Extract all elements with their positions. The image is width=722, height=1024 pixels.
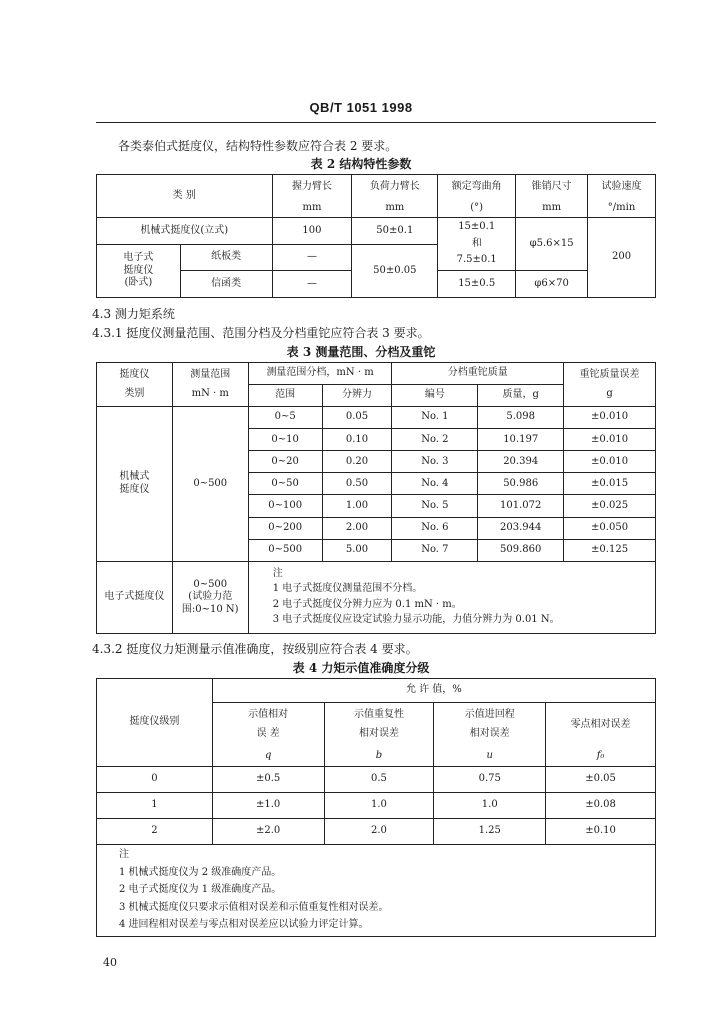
- t4-u: 0.75: [434, 767, 546, 793]
- t4-f: ±0.10: [546, 819, 656, 845]
- t4-h-u-2: 相对误差: [469, 727, 510, 739]
- t3-h-err-1: 重铊质量误差: [579, 369, 640, 381]
- t3-no: No. 3: [392, 451, 478, 473]
- t3-h-weight: 分档重铊质量: [392, 363, 564, 385]
- t3-no: No. 7: [392, 539, 478, 561]
- t3-note-item: 2 电子式挺度仪分辨力应为 0.1 mN · m。: [272, 598, 462, 610]
- t3-no: No. 5: [392, 495, 478, 517]
- table2-caption: 表 2 结构特性参数: [310, 157, 412, 171]
- intro-text: 各类泰伯式挺度仪，结构特性参数应符合表 2 要求。: [118, 139, 398, 153]
- t3-e-range-2: (试验力范: [188, 591, 233, 603]
- t4-q: ±2.0: [212, 819, 324, 845]
- t2-angle-cell: [438, 218, 516, 271]
- t4-s-b: b: [324, 747, 434, 767]
- section-4-3-1: 4.3.1 挺度仪测量范围、范围分档及分档重铊应符合表 3 要求。: [92, 326, 430, 340]
- t4-b: 0.5: [324, 767, 434, 793]
- t4-cls: 0: [97, 767, 213, 793]
- t2-e-board: 纸板类: [180, 244, 272, 271]
- t2-e-letter-arm: —: [272, 271, 352, 298]
- t4-h-u: [434, 703, 546, 747]
- t3-res: 5.00: [322, 539, 392, 561]
- t3-err: ±0.010: [564, 451, 656, 473]
- t2-u-load: mm: [352, 199, 438, 217]
- t2-u-arm: mm: [272, 199, 352, 217]
- t3-h-type-2: 类别: [124, 387, 145, 399]
- t3-e-range-1: 0~500: [193, 578, 228, 590]
- t3-h-type: [97, 363, 173, 407]
- t4-h-b-2: 相对误差: [358, 727, 399, 739]
- t4-s-q: q: [212, 747, 324, 767]
- t3-err: ±0.015: [564, 473, 656, 495]
- table4: [96, 678, 656, 937]
- t4-h-allow: 允 许 值，%: [212, 679, 655, 703]
- t3-h-range-1: 测量范围: [190, 369, 231, 381]
- t3-sh-mass: 质量，g: [478, 385, 564, 407]
- t3-sh-res: 分辨力: [322, 385, 392, 407]
- t3-e-range: [172, 561, 248, 633]
- t2-h-speed: 试验速度: [588, 175, 656, 200]
- table3: [96, 362, 656, 634]
- t3-mech-name-1: 机械式: [119, 471, 150, 483]
- t2-h-angle: 额定弯曲角: [438, 175, 516, 200]
- t2-e-letter-cone: φ6×70: [516, 271, 588, 298]
- t4-note-item: 4 进回程相对误差与零点相对误差应以试验力评定计算。: [119, 919, 369, 931]
- t4-q: ±1.0: [212, 793, 324, 819]
- t4-note-label: 注: [119, 849, 129, 861]
- t2-e-name: [97, 244, 181, 297]
- t4-h-q-1: 示值相对: [248, 709, 289, 721]
- t4-b: 2.0: [324, 819, 434, 845]
- t2-e-name-1: 电子式: [123, 252, 154, 264]
- t2-angle-b: 7.5±0.1: [456, 254, 497, 266]
- t2-mech-cone: φ5.6×15: [516, 218, 588, 271]
- t2-e-board-arm: —: [272, 244, 352, 271]
- page-number: 40: [103, 956, 117, 969]
- t3-note-item: 3 电子式挺度仪应设定试验力显示功能，力值分辨力为 0.01 N。: [272, 614, 560, 626]
- section-4-3-2: 4.3.2 挺度仪力矩测量示值准确度，按级别应符合表 4 要求。: [92, 642, 418, 656]
- t4-h-b-1: 示值重复性: [353, 709, 404, 721]
- t3-e-notes: [248, 561, 655, 633]
- t3-res: 0.10: [322, 429, 392, 451]
- t2-e-letter: 信函类: [180, 271, 272, 298]
- t3-err: ±0.010: [564, 429, 656, 451]
- table3-caption: 表 3 测量范围、分档及重铊: [286, 345, 436, 359]
- t3-mech-name-2: 挺度仪: [119, 483, 150, 495]
- t3-sh-range: 范围: [248, 385, 322, 407]
- t3-range: 0~200: [248, 517, 322, 539]
- t2-h-cone: 锥销尺寸: [516, 175, 588, 200]
- t2-h-load-arm: 负荷力臂长: [352, 175, 438, 200]
- t3-mass: 101.072: [478, 495, 564, 517]
- t3-no: No. 1: [392, 407, 478, 429]
- t4-f: ±0.08: [546, 793, 656, 819]
- t2-e-name-2: 挺度仪: [123, 264, 154, 276]
- t2-mech-load: 50±0.1: [352, 218, 438, 245]
- t3-sh-no: 编号: [392, 385, 478, 407]
- t3-e-name: 电子式挺度仪: [97, 561, 173, 633]
- t3-h-err: [564, 363, 656, 407]
- t2-h-category: 类 别: [97, 175, 273, 218]
- t4-notes: [97, 845, 656, 937]
- t2-mech-arm: 100: [272, 218, 352, 245]
- t2-e-name-3: (卧式): [124, 277, 153, 289]
- t3-h-range: [172, 363, 248, 407]
- t4-b: 1.0: [324, 793, 434, 819]
- t2-speed: 200: [588, 218, 656, 298]
- t2-u-speed: °/min: [588, 199, 656, 217]
- t3-range: 0~10: [248, 429, 322, 451]
- t3-range: 0~5: [248, 407, 322, 429]
- t2-e-letter-angle: 15±0.5: [438, 271, 516, 298]
- t3-range: 0~500: [248, 539, 322, 561]
- t3-mass: 10.197: [478, 429, 564, 451]
- t3-h-err-2: g: [606, 387, 613, 399]
- t3-h-type-1: 挺度仪: [119, 369, 150, 381]
- t3-h-range-2: mN · m: [191, 387, 229, 399]
- t4-f: ±0.05: [546, 767, 656, 793]
- t4-h-class: 挺度仪级别: [97, 679, 213, 767]
- t3-e-range-3: 围:0~10 N): [181, 603, 239, 615]
- t3-mass: 50.986: [478, 473, 564, 495]
- t3-res: 0.20: [322, 451, 392, 473]
- t4-s-u: u: [434, 747, 546, 767]
- t3-mech-name: [97, 407, 173, 562]
- t3-mass: 5.098: [478, 407, 564, 429]
- t3-range: 0~100: [248, 495, 322, 517]
- section-4-3: 4.3 测力矩系统: [92, 307, 175, 321]
- table4-caption: 表 4 力矩示值准确度分级: [292, 661, 430, 675]
- t3-mech-range: 0~500: [172, 407, 248, 562]
- t4-cls: 2: [97, 819, 213, 845]
- t2-angle-a: 15±0.1: [458, 221, 496, 233]
- t4-h-f: 零点相对误差: [546, 703, 656, 747]
- t2-e-load: 50±0.05: [352, 244, 438, 297]
- t2-mech-name: 机械式挺度仪(立式): [97, 218, 273, 245]
- header-rule: [96, 122, 656, 123]
- t2-u-cone: mm: [516, 199, 588, 217]
- t3-err: ±0.125: [564, 539, 656, 561]
- t3-err: ±0.010: [564, 407, 656, 429]
- t4-note-item: 3 机械式挺度仪只要求示值相对误差和示值重复性相对误差。: [119, 901, 389, 913]
- t4-note-item: 1 机械式挺度仪为 2 级准确度产品。: [119, 866, 282, 878]
- t4-q: ±0.5: [212, 767, 324, 793]
- t3-range: 0~20: [248, 451, 322, 473]
- table2: [96, 174, 656, 298]
- t4-note-item: 2 电子式挺度仪为 1 级准确度产品。: [119, 884, 282, 896]
- t2-h-arm: 握力臂长: [272, 175, 352, 200]
- t3-res: 2.00: [322, 517, 392, 539]
- t4-h-q: [212, 703, 324, 747]
- t3-note-label: 注: [272, 567, 283, 579]
- t3-mass: 203.944: [478, 517, 564, 539]
- standard-header: QB/T 1051 1998: [309, 100, 413, 115]
- t4-h-q-2: 误 差: [256, 727, 280, 739]
- t3-mass: 20.394: [478, 451, 564, 473]
- t4-u: 1.0: [434, 793, 546, 819]
- t4-s-f: f₀: [546, 747, 656, 767]
- t3-res: 1.00: [322, 495, 392, 517]
- t4-h-b: [324, 703, 434, 747]
- t3-res: 0.50: [322, 473, 392, 495]
- t4-u: 1.25: [434, 819, 546, 845]
- t3-no: No. 2: [392, 429, 478, 451]
- t3-no: No. 4: [392, 473, 478, 495]
- t3-h-split: 测量范围分档，mN · m: [248, 363, 392, 385]
- t2-u-angle: (°): [438, 199, 516, 217]
- t4-cls: 1: [97, 793, 213, 819]
- t4-h-u-1: 示值进回程: [464, 709, 515, 721]
- t3-mass: 509.860: [478, 539, 564, 561]
- t3-note-item: 1 电子式挺度仪测量范围不分档。: [272, 583, 423, 595]
- t3-no: No. 6: [392, 517, 478, 539]
- t3-res: 0.05: [322, 407, 392, 429]
- t3-err: ±0.050: [564, 517, 656, 539]
- t3-err: ±0.025: [564, 495, 656, 517]
- t2-angle-and: 和: [471, 237, 482, 249]
- t3-range: 0~50: [248, 473, 322, 495]
